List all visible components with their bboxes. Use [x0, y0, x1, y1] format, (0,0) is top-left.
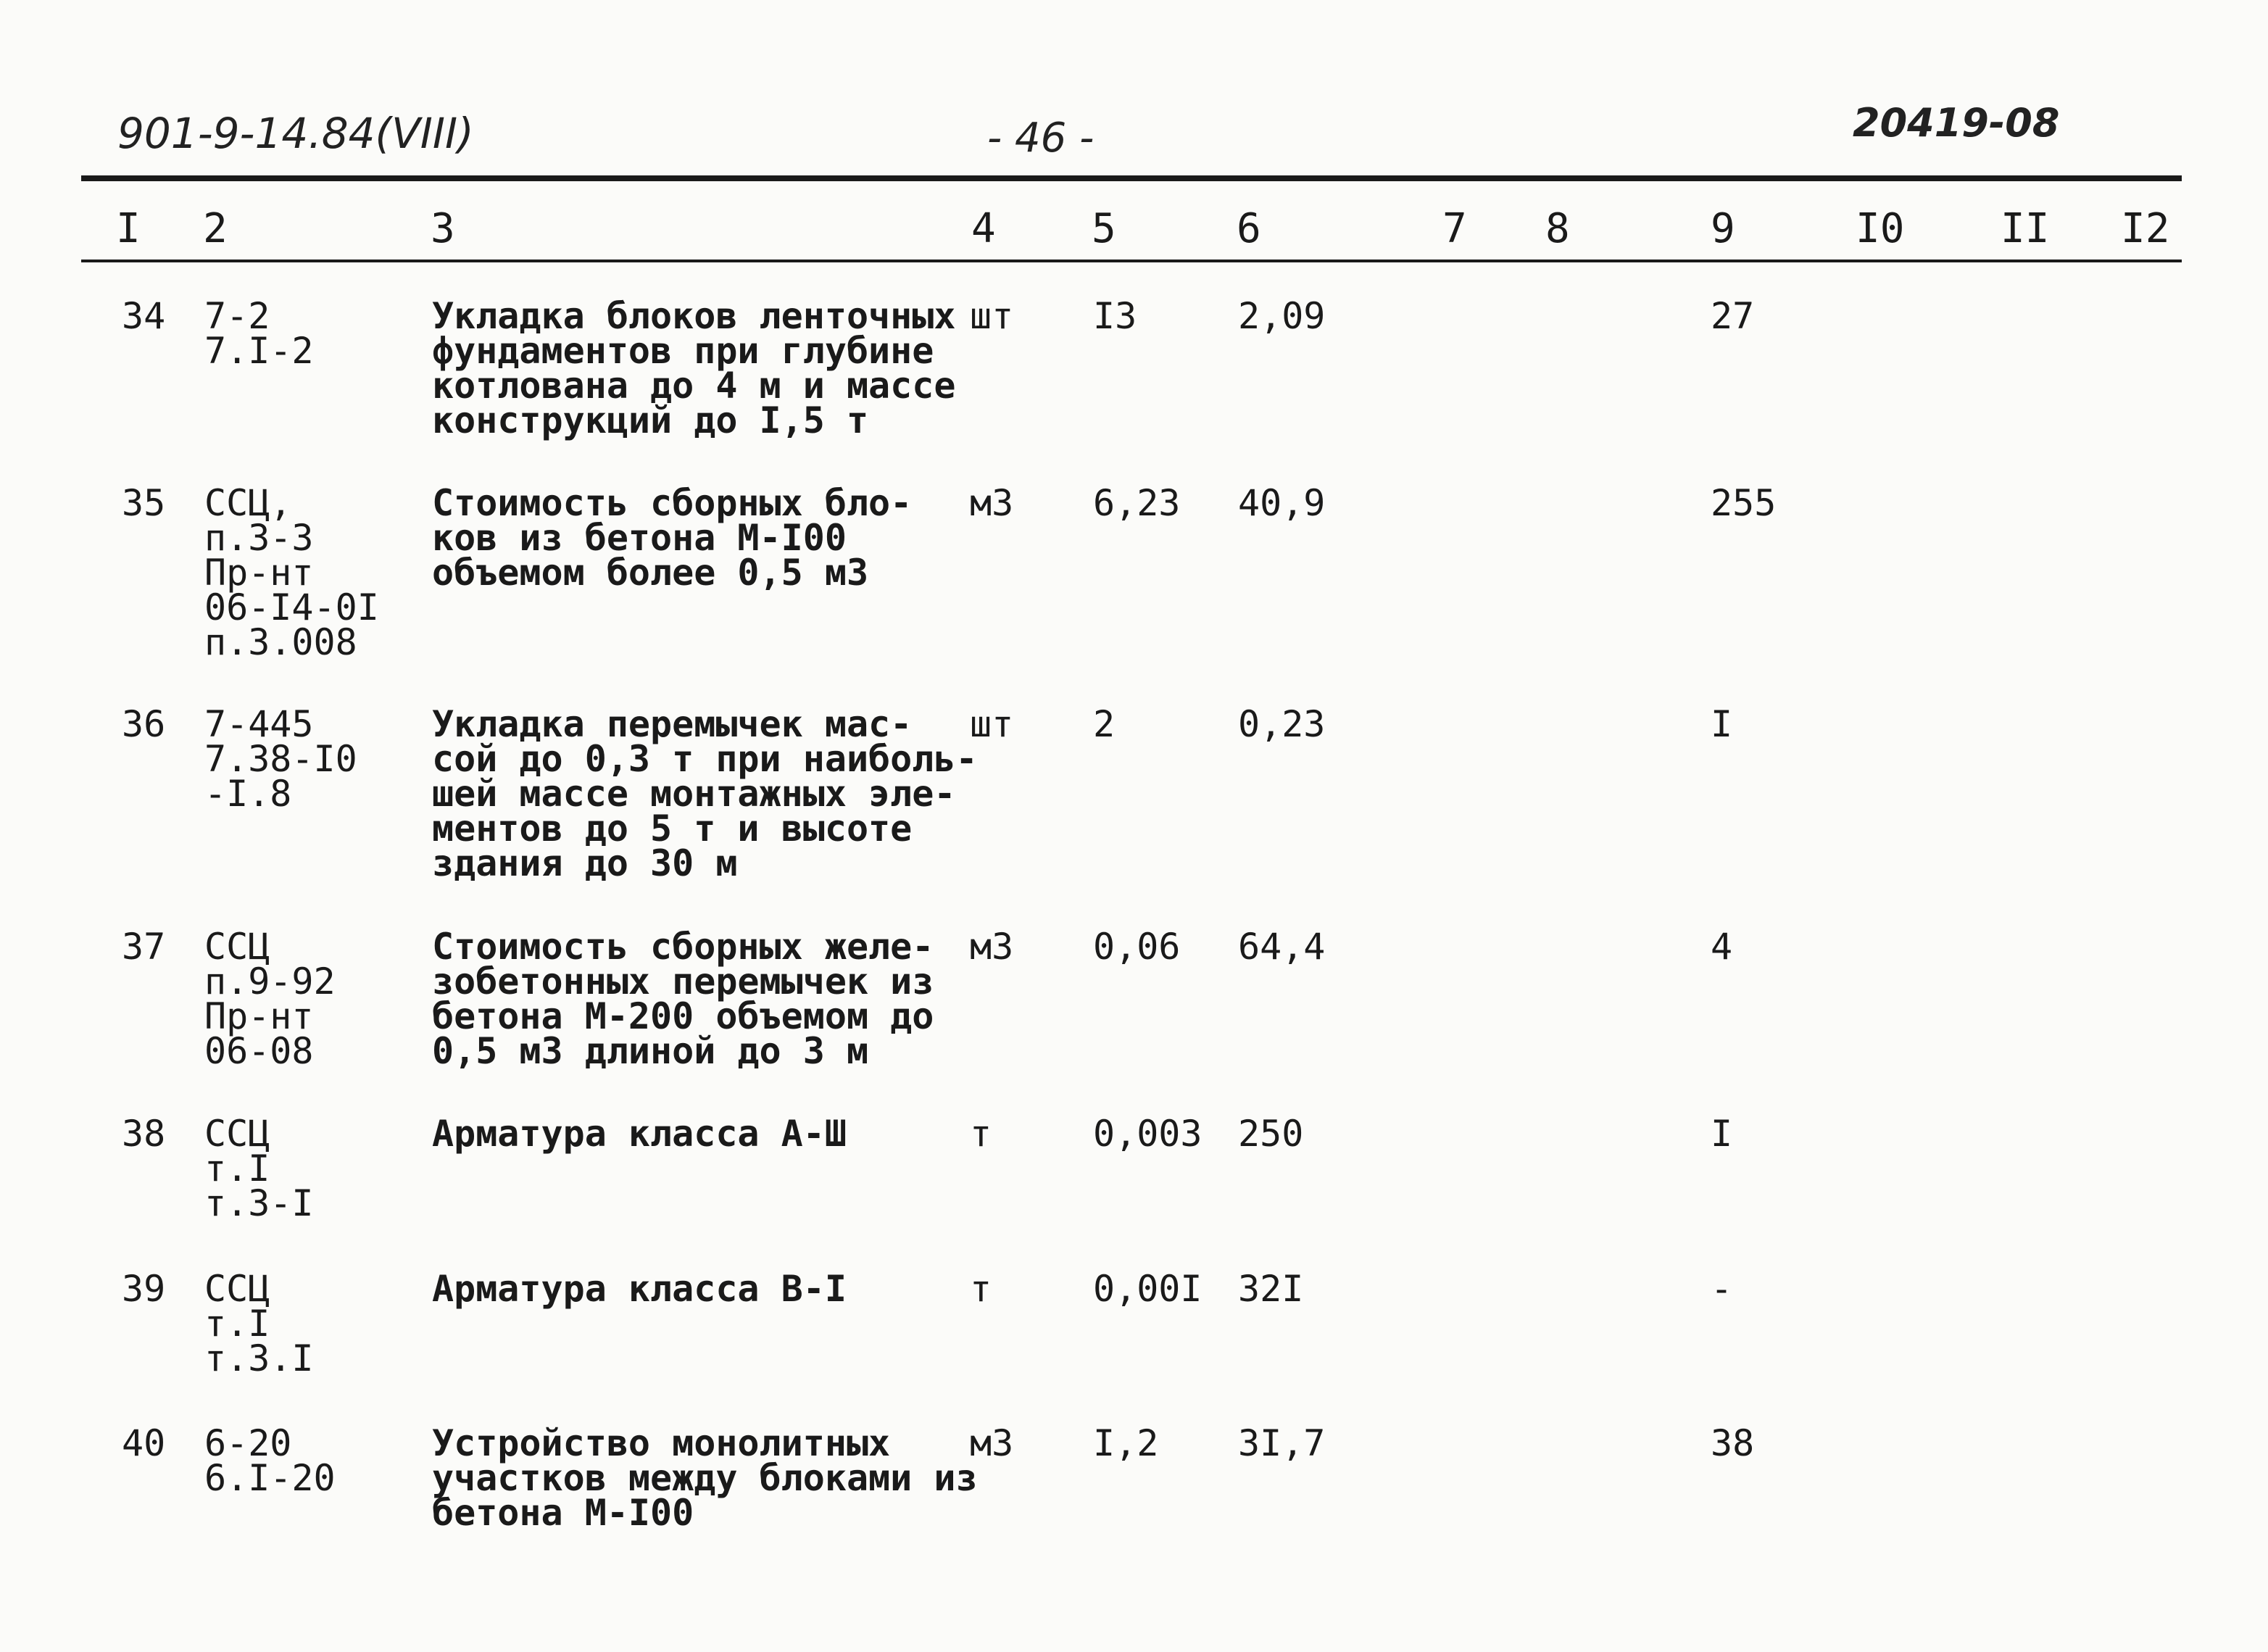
work-description-line: Стоимость сборных желе-	[432, 926, 934, 968]
work-description-line: Стоимость сборных бло-	[432, 482, 913, 524]
work-description-line: фундаментов при глубине	[432, 330, 934, 372]
quantity: 0,06	[1093, 926, 1181, 968]
work-description-line: бетона М-200 объемом до	[432, 995, 934, 1037]
unit-of-measure: шт	[970, 295, 1014, 337]
unit-price: 64,4	[1238, 926, 1326, 968]
work-description-line: конструкций до I,5 т	[432, 399, 869, 441]
rate-code-line: п.3.008	[204, 621, 357, 663]
rate-code-line: 7.38-I0	[204, 738, 357, 780]
work-description-line: сой до 0,3 т при наиболь-	[432, 738, 978, 780]
work-description-line: Укладка блоков ленточных	[432, 295, 956, 337]
quantity: I3	[1093, 295, 1137, 337]
column-header: I	[116, 205, 141, 252]
work-description-line: 0,5 м3 длиной до 3 м	[432, 1030, 869, 1072]
quantity: 0,00I	[1093, 1268, 1202, 1310]
unit-price: 32I	[1238, 1268, 1304, 1310]
work-description-line: шей массе монтажных эле-	[432, 773, 956, 815]
unit-price: 250	[1238, 1113, 1304, 1155]
work-description-line: участков между блоками из	[432, 1457, 978, 1499]
rate-code-line: ССЦ	[204, 1268, 270, 1310]
unit-of-measure: шт	[970, 703, 1014, 745]
rate-code-line: ССЦ	[204, 1113, 270, 1155]
document-code: 901-9-14.84(VIII)	[117, 109, 474, 158]
rate-code-line: 6-20	[204, 1422, 292, 1464]
row-number: 40	[122, 1422, 166, 1464]
unit-price: 3I,7	[1238, 1422, 1326, 1464]
header-rule	[81, 260, 2182, 262]
page-number: - 46 -	[987, 115, 1094, 162]
rate-code-line: т.3.I	[204, 1337, 314, 1379]
document-id: 20419-08	[1853, 100, 2060, 146]
rate-code-line: п.3-3	[204, 517, 314, 559]
quantity: 2	[1093, 703, 1116, 745]
total-cost: 255	[1711, 482, 1777, 524]
rate-code-line: Пр-нт	[204, 552, 314, 594]
unit-of-measure: т	[970, 1268, 992, 1310]
column-header: I0	[1856, 205, 1905, 252]
column-header: II	[2001, 205, 2050, 252]
total-cost: 27	[1711, 295, 1755, 337]
column-header: 8	[1545, 205, 1570, 252]
rate-code-line: 7.I-2	[204, 330, 314, 372]
work-description-line: зобетонных перемычек из	[432, 960, 934, 1003]
rate-code-line: 6.I-20	[204, 1457, 336, 1499]
column-header: I2	[2121, 205, 2170, 252]
total-cost: I	[1711, 703, 1733, 745]
rate-code-line: ССЦ	[204, 926, 270, 968]
rate-code-line: п.9-92	[204, 960, 336, 1003]
rate-code-line: т.I	[204, 1303, 270, 1345]
column-header: 3	[431, 205, 455, 252]
unit-of-measure: м3	[970, 926, 1014, 968]
quantity: 6,23	[1093, 482, 1181, 524]
rate-code-line: 7-2	[204, 295, 270, 337]
column-header: 9	[1711, 205, 1735, 252]
unit-price: 2,09	[1238, 295, 1326, 337]
work-description-line: здания до 30 м	[432, 842, 738, 884]
work-description-line: Укладка перемычек мас-	[432, 703, 913, 745]
quantity: I,2	[1093, 1422, 1159, 1464]
work-description-line: Арматура класса А-Ш	[432, 1113, 847, 1155]
column-header: 2	[203, 205, 228, 252]
work-description-line: объемом более 0,5 м3	[432, 552, 869, 594]
unit-of-measure: м3	[970, 1422, 1014, 1464]
rate-code-line: ССЦ,	[204, 482, 292, 524]
work-description-line: Арматура класса В-I	[432, 1268, 847, 1310]
top-rule	[81, 175, 2182, 181]
column-header: 6	[1237, 205, 1261, 252]
work-description-line: ков из бетона М-I00	[432, 517, 847, 559]
unit-price: 40,9	[1238, 482, 1326, 524]
column-header: 5	[1092, 205, 1116, 252]
rate-code-line: 06-I4-0I	[204, 586, 379, 628]
quantity: 0,003	[1093, 1113, 1202, 1155]
total-cost: I	[1711, 1113, 1733, 1155]
row-number: 34	[122, 295, 166, 337]
row-number: 37	[122, 926, 166, 968]
work-description-line: бетона М-I00	[432, 1492, 694, 1534]
column-header: 7	[1442, 205, 1467, 252]
work-description-line: котлована до 4 м и массе	[432, 365, 956, 407]
work-description-line: Устройство монолитных	[432, 1422, 891, 1464]
rate-code-line: Пр-нт	[204, 995, 314, 1037]
row-number: 38	[122, 1113, 166, 1155]
total-cost: 38	[1711, 1422, 1755, 1464]
row-number: 39	[122, 1268, 166, 1310]
work-description-line: ментов до 5 т и высоте	[432, 808, 913, 850]
rate-code-line: 06-08	[204, 1030, 314, 1072]
column-header: 4	[971, 205, 996, 252]
rate-code-line: т.3-I	[204, 1182, 314, 1224]
rate-code-line: 7-445	[204, 703, 314, 745]
row-number: 35	[122, 482, 166, 524]
unit-price: 0,23	[1238, 703, 1326, 745]
unit-of-measure: т	[970, 1113, 992, 1155]
total-cost: 4	[1711, 926, 1733, 968]
row-number: 36	[122, 703, 166, 745]
rate-code-line: т.I	[204, 1147, 270, 1190]
rate-code-line: -I.8	[204, 773, 292, 815]
unit-of-measure: м3	[970, 482, 1014, 524]
total-cost: -	[1711, 1268, 1733, 1310]
